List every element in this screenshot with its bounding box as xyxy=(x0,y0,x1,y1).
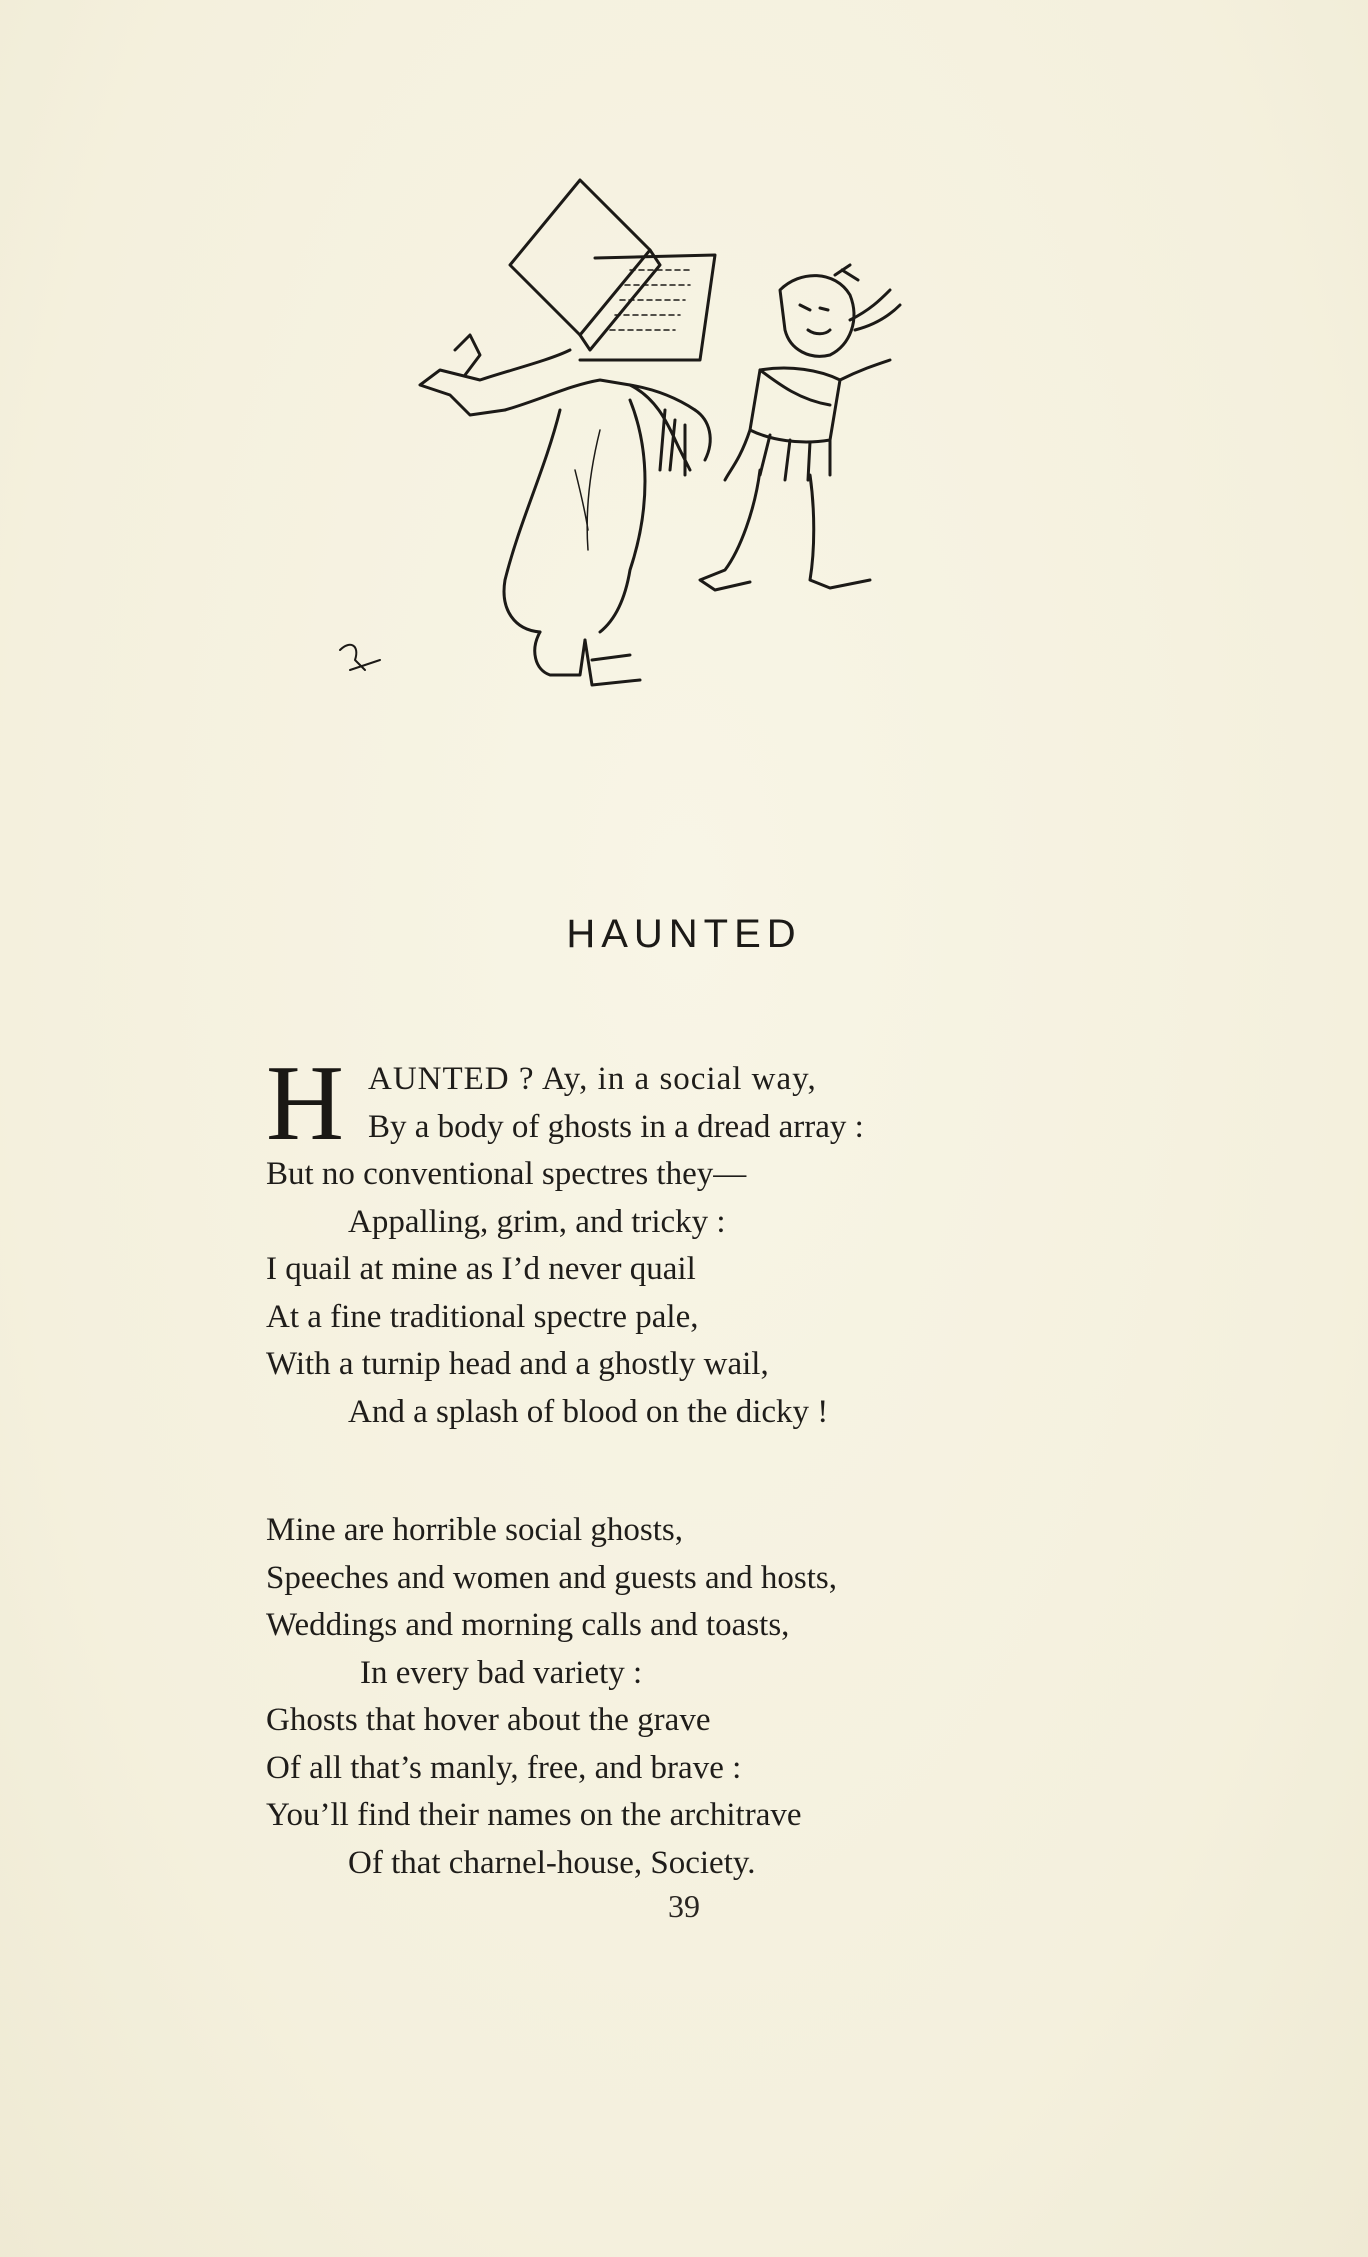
poem-line: Of that charnel-house, Society. xyxy=(348,1844,756,1881)
poem-line: By a body of ghosts in a dread array : xyxy=(368,1108,864,1145)
poem-line: Ghosts that hover about the grave xyxy=(266,1702,711,1738)
stanza-1 xyxy=(266,1044,1286,1436)
poem-line: Appalling, grim, and tricky : xyxy=(348,1203,726,1240)
poem-line: I quail at mine as I’d never quail xyxy=(266,1251,696,1287)
poem-line: But no conventional spectres they— xyxy=(266,1156,747,1192)
page-title: HAUNTED xyxy=(566,912,802,956)
two-figures-with-book-illustration xyxy=(330,170,1010,770)
poem-line: AUNTED ? Ay, in a social way, xyxy=(368,1061,817,1097)
page-number: 39 xyxy=(668,1888,700,1924)
poem-line: With a turnip head and a ghostly wail, xyxy=(266,1346,769,1382)
poem-line: Weddings and morning calls and toasts, xyxy=(266,1607,790,1643)
ghost-figure-icon xyxy=(420,335,710,685)
drop-cap: H xyxy=(266,1044,344,1163)
poem-line: And a splash of blood on the dicky ! xyxy=(348,1393,829,1430)
poem-line: Speeches and women and guests and hosts, xyxy=(266,1559,837,1596)
little-man-figure-icon xyxy=(700,265,900,590)
stanza-opening xyxy=(266,1044,1286,1163)
poem-line: Mine are horrible social ghosts, xyxy=(266,1512,683,1548)
poem xyxy=(266,1044,1286,1887)
stanza-spacer xyxy=(266,1436,1286,1507)
poem-line: You’ll find their names on the architrave xyxy=(266,1797,802,1833)
poem-line: At a fine traditional spectre pale, xyxy=(266,1298,699,1335)
book-icon xyxy=(510,180,715,360)
poem-line: In every bad variety : xyxy=(360,1654,643,1691)
stanza-2 xyxy=(266,1507,1286,1887)
poem-line: Of all that’s manly, free, and brave : xyxy=(266,1749,742,1786)
